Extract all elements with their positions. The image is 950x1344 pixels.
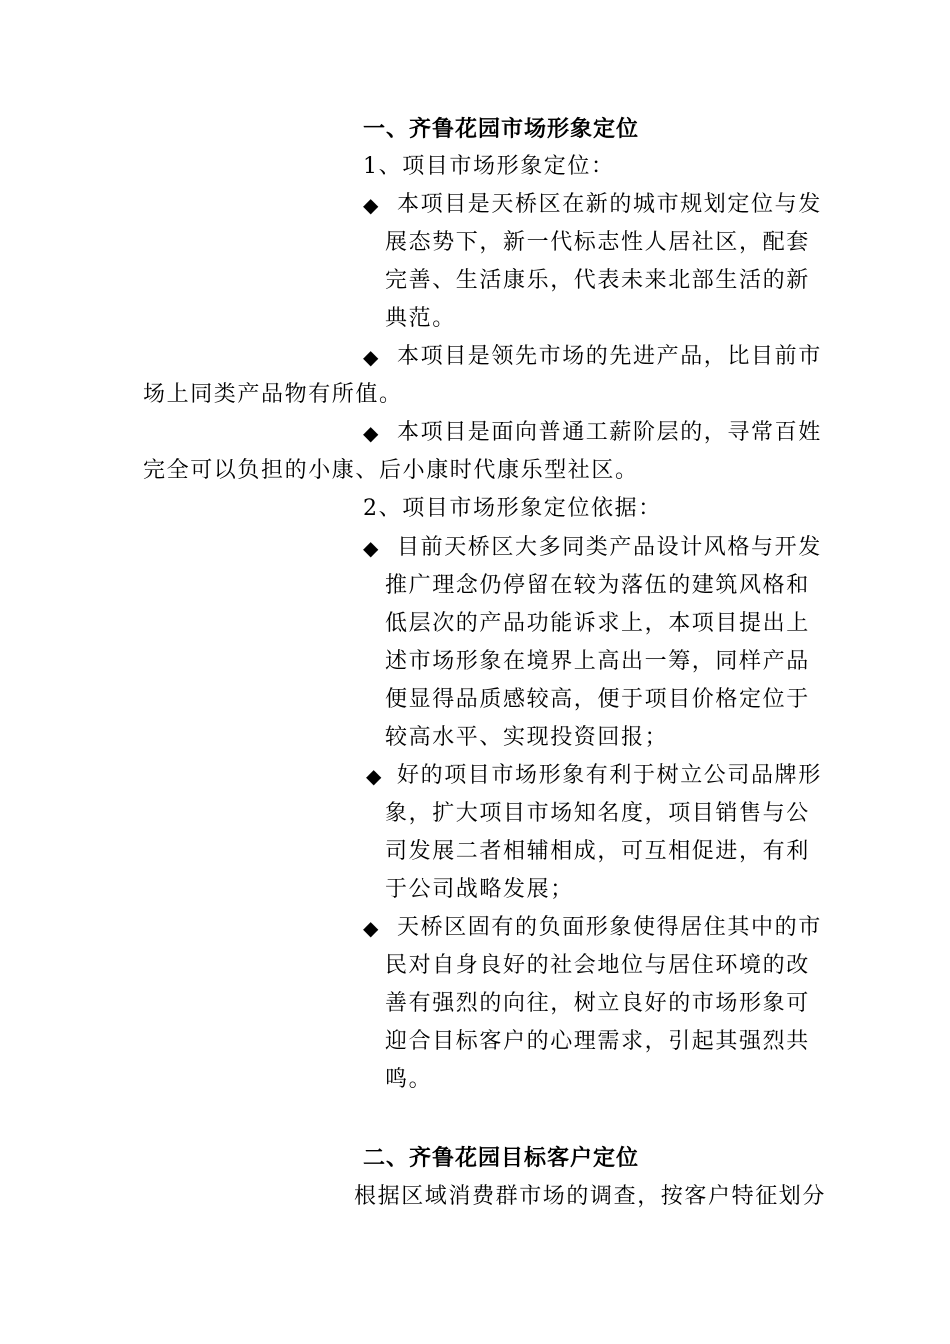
diamond-bullet-icon: ◆ bbox=[363, 536, 379, 560]
paragraph-line: 迎合目标客户的心理需求，引起其强烈共 bbox=[385, 1029, 810, 1054]
paragraph-line: 民对自身良好的社会地位与居住环境的改 bbox=[385, 953, 810, 978]
section-2-intro: 根据区域消费群市场的调查，按客户特征划分 bbox=[354, 1184, 827, 1209]
paragraph-line: 完善、生活康乐，代表未来北部生活的新 bbox=[385, 268, 810, 293]
paragraph-line: 展态势下，新一代标志性人居社区，配套 bbox=[385, 230, 810, 255]
paragraph-line: 天桥区固有的负面形象使得居住其中的市 bbox=[397, 915, 822, 940]
section-2-heading: 二、齐鲁花园目标客户定位 bbox=[363, 1146, 640, 1171]
paragraph-line: 善有强烈的向往，树立良好的市场形象可 bbox=[385, 991, 810, 1016]
paragraph-line: 本项目是领先市场的先进产品，比目前市 bbox=[397, 344, 822, 369]
subsection-1-title: 1、项目市场形象定位： bbox=[363, 154, 615, 179]
paragraph-line: 司发展二者相辅相成，可互相促进，有利 bbox=[385, 839, 810, 864]
diamond-bullet-icon: ◆ bbox=[363, 345, 379, 369]
paragraph-line: 于公司战略发展； bbox=[385, 877, 574, 902]
diamond-bullet-icon: ◆ bbox=[363, 421, 379, 445]
paragraph-line: 好的项目市场形象有利于树立公司品牌形 bbox=[397, 763, 822, 788]
paragraph-line: 低层次的产品功能诉求上，本项目提出上 bbox=[385, 611, 810, 636]
paragraph-line: 象，扩大项目市场知名度，项目销售与公 bbox=[385, 801, 810, 826]
section-1-heading: 一、齐鲁花园市场形象定位 bbox=[363, 117, 640, 142]
paragraph-line: 本项目是面向普通工薪阶层的，寻常百姓 bbox=[397, 420, 822, 445]
diamond-bullet-icon: ◆ bbox=[363, 193, 379, 217]
paragraph-line: 便显得品质感较高，便于项目价格定位于 bbox=[385, 687, 810, 712]
paragraph-line: 本项目是天桥区在新的城市规划定位与发 bbox=[397, 192, 822, 217]
paragraph-line: 场上同类产品物有所值。 bbox=[143, 382, 403, 407]
paragraph-line: 完全可以负担的小康、后小康时代康乐型社区。 bbox=[143, 458, 639, 483]
diamond-bullet-icon: ◆ bbox=[366, 764, 382, 788]
paragraph-line: 较高水平、实现投资回报； bbox=[385, 725, 669, 750]
paragraph-line: 典范。 bbox=[385, 306, 456, 331]
diamond-bullet-icon: ◆ bbox=[363, 916, 379, 940]
paragraph-line: 目前天桥区大多同类产品设计风格与开发 bbox=[397, 535, 822, 560]
subsection-2-title: 2、项目市场形象定位依据： bbox=[363, 496, 662, 521]
paragraph-line: 鸣。 bbox=[385, 1067, 433, 1092]
paragraph-line: 述市场形象在境界上高出一筹，同样产品 bbox=[385, 649, 810, 674]
paragraph-line: 推广理念仍停留在较为落伍的建筑风格和 bbox=[385, 573, 810, 598]
